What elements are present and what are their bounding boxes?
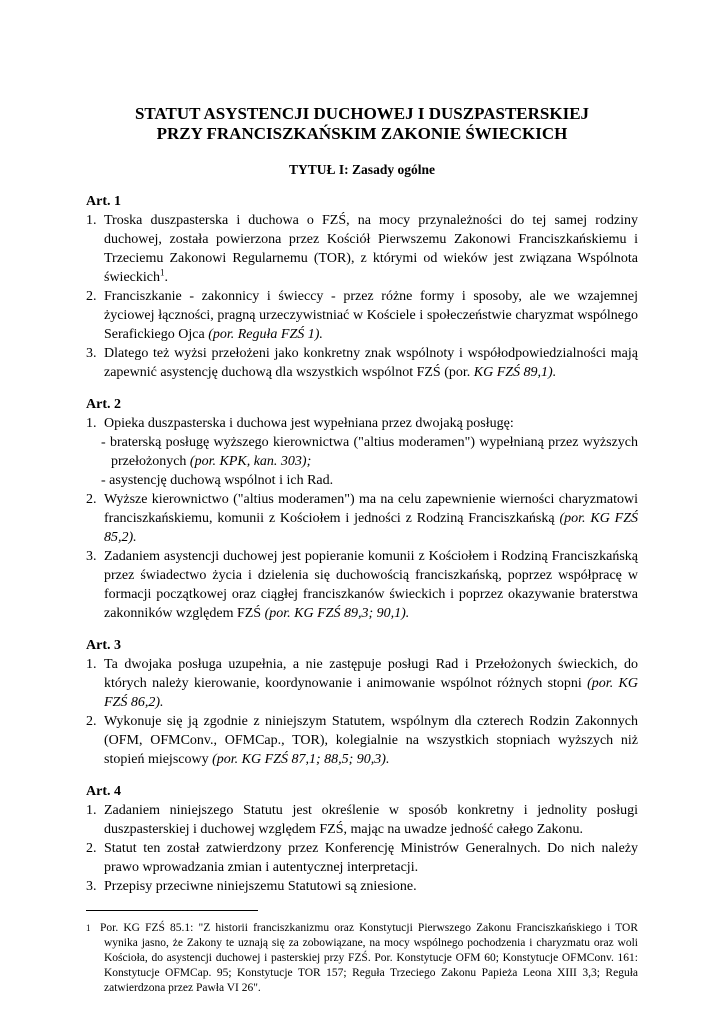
footnote — [86, 921, 638, 996]
article-heading: Art. 4 — [86, 784, 121, 799]
list-item — [86, 414, 638, 433]
article-heading: Art. 2 — [86, 397, 121, 412]
item-number: 3. — [86, 549, 97, 564]
sub-item-text: - braterską posługę wyższego kierownictwa ("altius moderamen") wypełnianą przez wyższych przełożonych — [101, 435, 638, 469]
item-text: Statut ten został zatwierdzony przez Konferencję Ministrów Generalnych. Do nich należy prawo wprowadzania zmian i autentycznej interpretacji. — [104, 841, 638, 875]
sub-item-text: - asystencję duchową wspólnot i ich Rad. — [101, 473, 334, 488]
item-number: 1. — [86, 213, 97, 228]
item-text: Franciszkanie - zakonnicy i świeccy - przez różne formy i sposoby, ale we wzajemnej życiowej łączności, pragną urzeczywistniać w Kościele i społeczeństwie charyzmat wspólnego Serafickiego Ojca — [104, 289, 638, 342]
item-reference: (por. KG FZŚ 86,2). — [104, 676, 638, 710]
item-text: Wykonuje się ją zgodnie z niniejszym Statutem, wspólnym dla czterech Rodzin Zakonnych (OFM, OFMConv., OFMCap., TOR), kolegialnie na wszystkich stopniach wyższych niż stopień miejscowy — [104, 714, 638, 767]
list-item — [86, 490, 638, 547]
sub-items — [86, 433, 638, 490]
article-3 — [86, 636, 638, 769]
footnote-text: Por. KG FZŚ 85.1: "Z historii franciszkanizmu oraz Konstytucji Pierwszego Zakonu Franciszkańskiego i TOR wynika jasno, że Zakony te uznają się za zobowiązane, na mocy wspólnego pochodzenia i charyzmatu oraz woli Kościoła, do asystencji duchowej i pasterskiej przy FZŚ. Por. Konstytucje OFM 60; Konstytucje OFMConv. 161: Konstytucje OFMCap. 95; Konstytucje TOR 157; Reguła Trzeciego Zakonu Papieża Leona XIII 3,3; Reguła zatwierdzona przez Pawła VI 26". — [100, 922, 638, 994]
list-item — [86, 801, 638, 839]
footnote-divider — [86, 910, 258, 911]
item-number: 1. — [86, 657, 97, 672]
article-heading: Art. 1 — [86, 194, 121, 209]
list-item — [86, 839, 638, 877]
title-line-1: STATUT ASYSTENCJI DUCHOWEJ I DUSZPASTERSKIEJ — [134, 104, 590, 123]
item-reference: (por. KG FZŚ 89,3; 90,1). — [264, 606, 410, 621]
item-text: Przepisy przeciwne niniejszemu Statutowi są zniesione. — [104, 879, 417, 894]
article-items — [86, 211, 638, 382]
item-number: 3. — [86, 346, 97, 361]
section-subtitle: TYTUŁ I: Zasady ogólne — [289, 162, 435, 177]
list-item — [86, 547, 638, 623]
item-text: Dlatego też wyżsi przełożeni jako konkretny znak wspólnoty i współodpowiedzialności mają zapewnić asystencję duchową dla wszystkich wspólnot FZŚ (por. — [104, 346, 638, 380]
list-item — [86, 877, 638, 896]
sub-item-reference: (por. KPK, kan. 303); — [189, 454, 312, 469]
article-items — [86, 414, 638, 433]
item-text: Zadaniem niniejszego Statutu jest określenie w sposób konkretny i jednolity posługi duszpasterskiej i duchowej względem FZŚ, mając na uwadze jedność całego Zakonu. — [104, 803, 638, 837]
item-number: 3. — [86, 879, 97, 894]
item-text: Opieka duszpasterska i duchowa jest wypełniana przez dwojaką posługę: — [104, 416, 514, 431]
item-number: 2. — [86, 492, 97, 507]
list-item — [86, 655, 638, 712]
footnote-mark: 1 — [86, 923, 91, 933]
item-text: Troska duszpasterska i duchowa o FZŚ, na mocy przynależności do tej samej rodziny duchowej, została powierzona przez Kościół Pierwszemu Zakonowi Franciszkańskiemu i Trzeciemu Zakonowi Regularnemu (TOR), z którymi od wieków jest związana Wspólnota świeckich — [104, 213, 638, 285]
item-reference: (por. KG FZŚ 85,2). — [104, 511, 638, 545]
list-item — [86, 712, 638, 769]
article-items-continued — [86, 490, 638, 623]
sub-list-item — [86, 433, 638, 471]
sub-list-item — [86, 471, 638, 490]
item-text: Wyższe kierownictwo ("altius moderamen") ma na celu zapewnienie wierności charyzmatowi franciszkańskiemu, komunii z Kościołem i jedności z Rodziną Franciszkańską — [104, 492, 638, 526]
article-2 — [86, 395, 638, 623]
article-items — [86, 801, 638, 896]
list-item — [86, 287, 638, 344]
article-items — [86, 655, 638, 769]
article-1 — [86, 192, 638, 382]
footnote-reference[interactable]: 1 — [159, 267, 165, 278]
item-number: 1. — [86, 803, 97, 818]
item-reference: KG FZŚ 89,1). — [473, 365, 557, 380]
article-4 — [86, 782, 638, 896]
item-reference: (por. KG FZŚ 87,1; 88,5; 90,3). — [212, 752, 390, 767]
item-text-end: . — [164, 270, 168, 285]
item-text: Ta dwojaka posługa uzupełnia, a nie zastępuje posługi Rad i Przełożonych świeckich, do których należy kierowanie, koordynowanie i animowanie wspólnot różnych stopni — [104, 657, 638, 691]
item-reference: (por. Reguła FZŚ 1). — [208, 327, 323, 342]
article-heading: Art. 3 — [86, 638, 121, 653]
title-line-2: PRZY FRANCISZKAŃSKIM ZAKONIE ŚWIECKICH — [156, 124, 568, 143]
item-number: 2. — [86, 714, 97, 729]
item-number: 2. — [86, 289, 97, 304]
list-item — [86, 211, 638, 287]
item-text: Zadaniem asystencji duchowej jest popieranie komunii z Kościołem i Rodziną Franciszkańską przez świadectwo życia i dzielenia się duchowością franciszkańską, poprzez współpracę w formacji początkowej oraz ciągłej franciszkanów świeckich i poprzez okazywanie braterstwa zakonników względem FZŚ — [104, 549, 638, 621]
document-title — [86, 104, 638, 144]
item-number: 2. — [86, 841, 97, 856]
item-number: 1. — [86, 416, 97, 431]
list-item — [86, 344, 638, 382]
